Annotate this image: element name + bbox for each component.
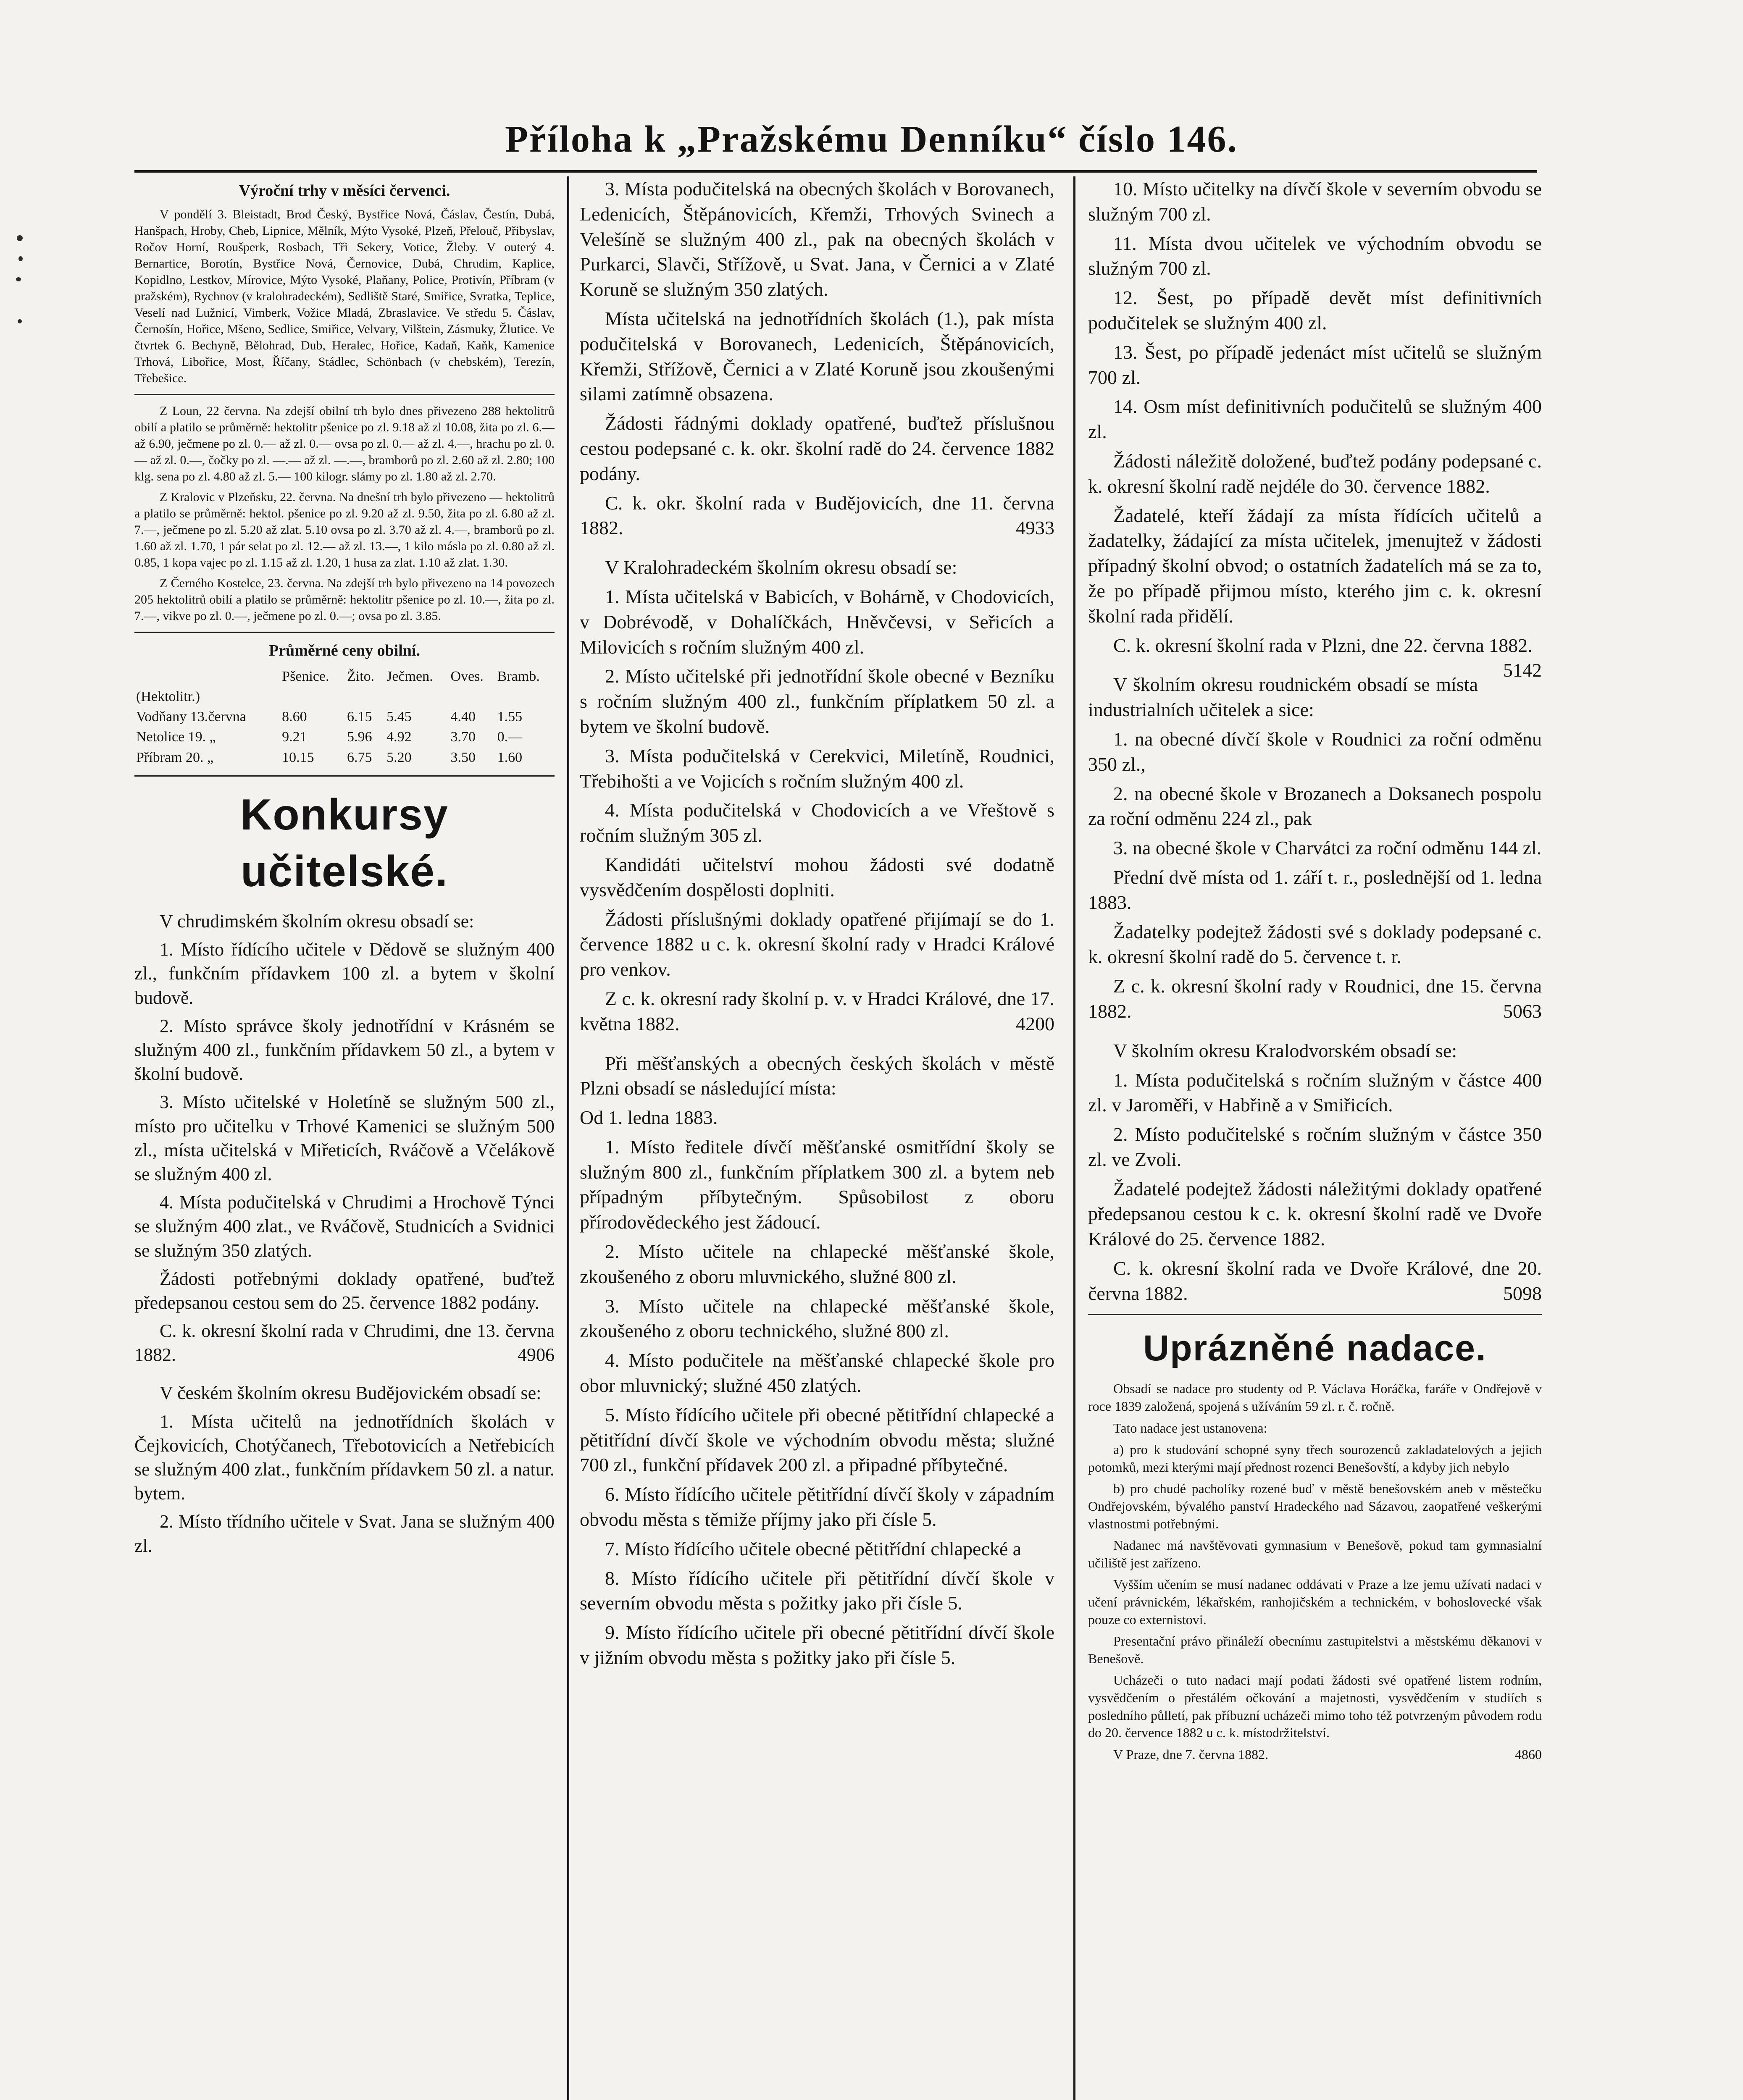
table-cell: 10.15 [282,749,314,765]
roudnice-note: Přední dvě místa od 1. září t. r., poslednější od 1. ledna 1883. [1088,866,1542,913]
signature-text: Z c. k. okresní rady školní p. v. v Hradci Králové, dne 17. května 1882. [580,987,1054,1034]
prices-unit: (Hektolitr.) [136,688,200,704]
paper-speck [16,277,21,281]
list-item: 14. Osm míst definitivních podučitelů se služným 400 zl. [1088,396,1542,443]
list-item: 3. Místa podučitelská na obecných školách v Borovanech, Ledenicích, Štěpánovicích, Křemži, Trhových Svinech a Velešíně se služným 400 zl., pak na obecných školách v Purkarci, Slavči, Střížově, u Svat. Jana, v Černici a v Zlaté Koruně se služným 350 zlatých. [580,178,1054,300]
plzen-intro: Při měšťanských a obecných českých školách v městě Plzni obsadí se následující místa: [580,1052,1054,1099]
plzen-note: Žádosti náležitě doložené, buďtež podány podepsané c. k. okresní školní radě nejdéle do 30. července 1882. [1088,450,1542,497]
table-cell: 4.40 [450,709,476,725]
market-kralovice: Z Kralovic v Plzeňsku, 22. června. Na dnešní trh bylo přivezeno — hektolitrů a platilo se průměrně: hektol. pšenice po zl. 9.20 až zl. 9.50, žita po zl. 6.80 až zl. 7.—, ječmene po zl. 5.20 až zlat. 5.10 ovsa po zl. 3.70 až zl. 4.—, bramborů po zl. 1.60 až zl. 1.70, 1 pár selat po zl. 12.— až zl. 13.—, 1 kilo másla po zl. 0.80 až zl. 0.85, 1 kopa vajec po zl. 1.15 až zl. 1.20, 1 husa za zlat. 1.10 až zlat. 1.30. [134,490,555,570]
notice-number: 4860 [1515,1746,1542,1762]
table-cell: 4.92 [386,729,412,745]
notice-number: 5098 [1503,1282,1542,1304]
divider [134,632,555,633]
list-item: 8. Místo řídícího učitele při pětitřídní dívčí škole v severním obvodu města s požitky jako při čísle 5. [580,1567,1054,1614]
paper-speck [18,319,22,323]
list-item: 5. Místo řídícího učitele při obecné pětitřídní chlapecké a pětitřídní dívčí škole ve východním obvodu města; služné 700 zl., funkční přídavek 200 zl. a připadné příbytečné. [580,1404,1054,1476]
table-cell: 9.21 [282,729,307,745]
dvur-signature [1088,1256,1542,1306]
hradec-note: Kandidáti učitelství mohou žádosti své dodatně vysvědčením dospělosti doplniti. [580,853,1054,900]
list-item: 7. Místo řídícího učitele obecné pětitřídní chlapecké a [605,1538,1022,1559]
masthead-rule [134,170,1537,173]
column-divider-2 [1073,176,1075,2100]
nadace-text: b) pro chudé pacholíky rozené buď v městě benešovském aneb v městečku Ondřejovském, bývalého panství Hradeckého nad Sázavou, zaopatřené veškerými vlastnostmi potřebnými. [1088,1481,1542,1531]
signature-text: C. k. okresní školní rada v Chrudimi, dne 13. června 1882. [134,1320,555,1365]
table-cell: Netolice 19. „ [136,729,216,745]
nadace-heading: Uprázněné nadace. [1143,1328,1487,1368]
table-cell: 1.55 [497,709,523,725]
trhy-text: V pondělí 3. Bleistadt, Brod Český, Bystřice Nová, Čáslav, Čestín, Dubá, Hanšpach, Hroby, Cheb, Lipnice, Mělník, Mýto Vysoké, Plzeň, Přelouč, Přibyslav, Ročov Horní, Roušperk, Rosbach, Tři Sekery, Votice, Žleby. V outerý 4. Bernartice, Borotín, Bystřice Nová, Černovice, Dubá, Chrudim, Kaplice, Kopidlno, Lestkov, Mírovice, Mýto Vysoké, Plaňany, Police, Protivín, Příbram (v pražském), Rychnov (v kralohradeckém), Sedliště Staré, Smiřice, Svratka, Teplice, Veselí nad Lužnicí, Vimberk, Vožice Mladá, Zbraslavice. Ve středu 5. Čáslav, Černošín, Hořice, Mšeno, Sedlice, Smiřice, Velvary, Vilštein, Zásmuky, Žlutice. Ve čtvrtek 6. Bechyně, Bělohrad, Dub, Heralec, Hořice, Kadaň, Kaňk, Kamenice Trhová, Libořice, Most, Říčany, Stádlec, Schönbach (v chebském), Terezín, Třebešice. [134,207,555,386]
roudnice-signature [1088,974,1542,1024]
table-cell: 3.70 [450,729,476,745]
dvur-intro: V školním okresu Kralodvorském obsadí se: [1113,1040,1457,1061]
table-cell: 5.96 [347,729,372,745]
nadace-signature [1088,1746,1542,1764]
plzen-note: Žadatelé, kteří žádají za místa řídících učitelů a žadatelky, žádající za místa učitelek, jmenujtež v žádosti případný školní obvod; o ostatních žadatelích má se za to, že po případě přijmou místo, kterého jim c. k. okresní školní rada přidělí. [1088,504,1542,627]
chrudim-intro: V chrudimském školním okresu obsadí se: [160,911,474,932]
list-item: Žádosti řádnými doklady opatřené, buďtež příslušnou cestou podepsané c. k. okr. školní radě do 24. července 1882 podány. [580,412,1054,484]
prices-header-cell: Ječmen. [386,668,433,684]
column-1 [134,176,555,2100]
list-item: 3. Místo učitele na chlapecké měšťanské škole, zkoušeného z oboru technického, služné 800 zl. [580,1295,1054,1342]
konkursy-heading: Konkursy učitelské. [240,790,449,896]
hradec-note: Žádosti příslušnými doklady opatřené přijímají se do 1. července 1882 u c. k. okresní školní rady v Hradci Králové pro venkov. [580,908,1054,980]
roudnice-note: Žadatelky podejtež žádosti své s doklady podepsané c. k. okresní školní radě do 5. července t. r. [1088,921,1542,968]
list-item: 1. Místo řídícího učitele v Dědově se služným 400 zl., funkčním přídavkem 100 zl. a bytem v školní budově. [134,939,555,1008]
table-cell: 5.45 [386,709,412,725]
signature-text: C. k. okr. školní rada v Budějovicích, dne 11. června 1882. [580,492,1054,539]
notice-number: 5142 [1503,659,1542,681]
nadace-text: Ucházeči o tuto nadaci mají podati žádosti své opatřené listem rodním, vysvědčením o přestálém očkování a majetnosti, vysvědčením v studiích s posledního půlletí, pak příbuzní ucházeči mimo toho též potvrzeným původem rodu do 20. července 1882 u c. k. místodržitelství. [1088,1672,1542,1740]
list-item: 2. Místo učitele na chlapecké měšťanské škole, zkoušeného z oboru mluvnického, služné 800 zl. [580,1241,1054,1287]
divider [134,775,555,777]
table-row [134,748,555,768]
plzen-date: Od 1. ledna 1883. [580,1107,718,1129]
list-item: 4. Místo podučitele na měšťanské chlapecké škole pro obor mluvnický; služné 450 zlatých. [580,1349,1054,1396]
paper-speck [17,235,23,241]
paper-speck [18,256,23,261]
column-3 [1088,176,1542,2100]
list-item: 2. Místo podučitelské s ročním služným v částce 350 zl. ve Zvoli. [1088,1124,1542,1170]
list-item: 1. Místa podučitelská s ročním služným v částce 400 zl. v Jaroměři, v Habřině a v Smiřicích. [1088,1069,1542,1116]
nadace-text: Vyšším učením se musí nadanec oddávati v Praze a lze jemu užívati nadaci v učení právnickém, lékařském, ranhojičském a technickém, v bohoslovecké však pouze co externistovi. [1088,1577,1542,1627]
prices-header-cell: Žito. [347,668,375,684]
divider [134,394,555,395]
table-cell: 1.60 [497,749,523,765]
dvur-note: Žadatelé podejtež žádosti náležitými doklady opatřené předepsanou cestou k c. k. okresní školní radě ve Dvoře Králové do 25. července 1882. [1088,1178,1542,1250]
nadace-text: Presentační právo přináleží obecnímu zastupitelstvi a městskému děkanovi v Benešově. [1088,1633,1542,1666]
list-item: 13. Šest, po případě jedenáct míst učitelů se služným 700 zl. [1088,341,1542,388]
notice-number: 4933 [1016,517,1054,539]
list-item: 2. Místo třídního učitele v Svat. Jana se služným 400 zl. [134,1511,555,1556]
table-cell: Vodňany 13.června [136,709,246,725]
chrudim-signature [134,1319,555,1367]
list-item: Místa učitelská na jednotřídních školách (1.), pak místa podučitelská v Borovanech, Ledenicích, Štěpánovicích, Křemži, Střížově, Černici a v Zlaté Koruně jsou zkoušenými silami zatímně obsazena. [580,307,1054,405]
market-kostelec: Z Černého Kostelce, 23. června. Na zdejší trh bylo přivezeno na 14 povozech 205 hektolitrů obilí a platilo se průměrně: hektolitr pšenice po zl. 10.—, žita po zl. 7.—, vikve po zl. 0.—, ječmene po zl. 0.—; ovsa po zl. 3.85. [134,576,555,623]
list-item: 11. Místa dvou učitelek ve východním obvodu se služným 700 zl. [1088,232,1542,279]
nadace-text: Obsadí se nadace pro studenty od P. Václava Horáčka, faráře v Ondřejově v roce 1839 založená, spojená s užíváním 59 zl. r. č. ročně. [1088,1381,1542,1414]
notice-number: 4906 [518,1344,555,1365]
list-item: 2. Místo učitelské při jednotřídní škole obecné v Bezníku s ročním služným 400 zl., funkčním příplatkem 50 zl. a bytem ve školní budově. [580,665,1054,737]
prices-header-cell: Oves. [450,668,484,684]
list-item: 2. na obecné škole v Brozanech a Doksanech pospolu za roční odměnu 224 zl., pak [1088,782,1542,830]
prices-table [134,667,555,768]
list-item: 4. Místa podučitelská v Chrudimi a Hrochově Týnci se služným 400 zlat., ve Rváčově, Studnicích a Svidnici se služným 350 zlatých. [134,1192,555,1261]
prices-title: Průměrné ceny obilní. [269,642,420,660]
list-item: 3. Místa podučitelská v Cerekvici, Miletíně, Roudnici, Třebihošti a ve Vojicích s ročním služným 400 zl. [580,745,1054,792]
table-cell: Příbram 20. „ [136,749,214,765]
list-item: 3. Místo učitelské v Holetíně se služným 500 zl., místo pro učitelku v Trhové Kamenici se služným 500 zl., místa učitelská v Miřeticích, Rváčově a Včelákově se služným 400 zl. [134,1092,555,1184]
budejovice-intro: V českém školním okresu Budějovickém obsadí se: [160,1383,542,1404]
list-item: 1. Místa učitelů na jednotřídních školách v Čejkovicích, Chotýčanech, Třebotovicích a Netřebicích se služným 400 zlat., funkčním přídavkem 50 zl. a natur. bytem. [134,1411,555,1504]
list-item: 1. Místo ředitele dívčí měšťanské osmitřídní školy se služným 800 zl., funkčním příplatkem 300 zl. a bytem neb případným příbytečným. Spůsobilost z oboru přírodovědeckého jest žádoucí. [580,1136,1054,1233]
table-cell: 3.50 [450,749,476,765]
trhy-title: Výroční trhy v měsíci červenci. [239,182,450,200]
list-item: 1. na obecné dívčí škole v Roudnici za roční odměnu 350 zl., [1088,728,1542,775]
roudnice-intro: V školním okresu roudnickém obsadí se místa industrialních učitelek a sice: [1088,674,1478,721]
hradec-intro: V Kralohradeckém školním okresu obsadí se: [605,556,957,578]
list-item: 12. Šest, po případě devět míst definitivních podučitelek se služným 400 zl. [1088,287,1542,333]
nadace-text: a) pro k studování schopné syny třech sourozenců zakladatelových a jejich potomků, mezi kterými mají přednost rozenci Benešovští, a kdyby jich nebylo [1088,1442,1542,1475]
table-cell: 6.75 [347,749,372,765]
table-cell: 5.20 [386,749,412,765]
divider [1088,1314,1542,1315]
plzen-signature [1088,633,1542,681]
table-cell: 6.15 [347,709,372,725]
list-item: 3. na obecné škole v Charvátci za roční odměnu 144 zl. [1113,837,1542,859]
signature-text: V Praze, dne 7. června 1882. [1113,1746,1269,1762]
budejovice-signature [580,491,1054,541]
list-item: 6. Místo řídícího učitele pětitřídní dívčí školy v západním obvodu města s těmiže příjmy jako při čísle 5. [580,1483,1054,1530]
signature-text: C. k. okresní školní rada ve Dvoře Králové, dne 20. června 1882. [1088,1257,1542,1304]
list-item: 1. Místa učitelská v Babicích, v Bohárně, v Chodovicích, v Dobrévodě, v Dohalíčkách, Hněvčevsi, v Seřicích a Milovicích s ročním služným 400 zl. [580,585,1054,658]
prices-header-cell [134,667,280,687]
list-item: 10. Místo učitelky na dívčí škole v severním obvodu se služným 700 zl. [1088,178,1542,225]
hradec-signature [580,986,1054,1037]
table-cell: 8.60 [282,709,307,725]
signature-text: C. k. okresní školní rada v Plzni, dne 22. června 1882. [1113,634,1533,656]
column-divider-1 [567,176,569,2100]
prices-header-cell: Bramb. [497,668,540,684]
table-cell: 0.— [497,729,523,745]
table-row [134,707,555,727]
signature-text: Z c. k. okresní školní rady v Roudnici, dne 15. června 1882. [1088,975,1542,1022]
market-louny: Z Loun, 22 června. Na zdejší obilní trh bylo dnes přivezeno 288 hektolitrů obilí a platilo se průměrně: hektolitr pšenice po zl. 9.18 až zl 10.08, žita po zl. 6.— až 6.90, ječmene po zl. 0.— až zl. 0.— ovsa po zl. 0.— až zl. 4.—, hrachu po zl. 0.— až zl. 0.—, čočky po zl. —.— až zl. —.—, bramborů po zl. 2.60 až zl. 2.80; 100 klg. sena po zl. 4.80 až zl. 5.— 100 kilogr. slámy po zl. 1.80 až zl. 2.70. [134,404,555,484]
column-2 [580,176,1054,2100]
prices-header-row [134,667,555,687]
table-row [134,727,555,747]
notice-number: 4200 [1016,1013,1054,1034]
prices-header-cell: Pšenice. [282,668,329,684]
list-item: 9. Místo řídícího učitele při obecné pětitřídní dívčí škole v jižním obvodu města s požitky jako při čísle 5. [580,1622,1054,1669]
nadace-text: Tato nadace jest ustanovena: [1113,1420,1267,1436]
notice-number: 5063 [1503,1000,1542,1022]
masthead-title: Příloha k „Pražskému Denníku“ číslo 146. [505,118,1238,160]
list-item: 4. Místa podučitelská v Chodovicích a ve Vřeštově s ročním služným 305 zl. [580,799,1054,846]
chrudim-note: Žádosti potřebnými doklady opatřené, buďtež předepsanou cestou sem do 25. července 1882 podány. [134,1268,555,1313]
list-item: 2. Místo správce školy jednotřídní v Krásném se služným 400 zl., funkčním přídavkem 50 zl., a bytem v školní budově. [134,1015,555,1084]
nadace-text: Nadanec má navštěvovati gymnasium v Benešově, pokud tam gymnasialní učiliště jest zařízeno. [1088,1538,1542,1570]
